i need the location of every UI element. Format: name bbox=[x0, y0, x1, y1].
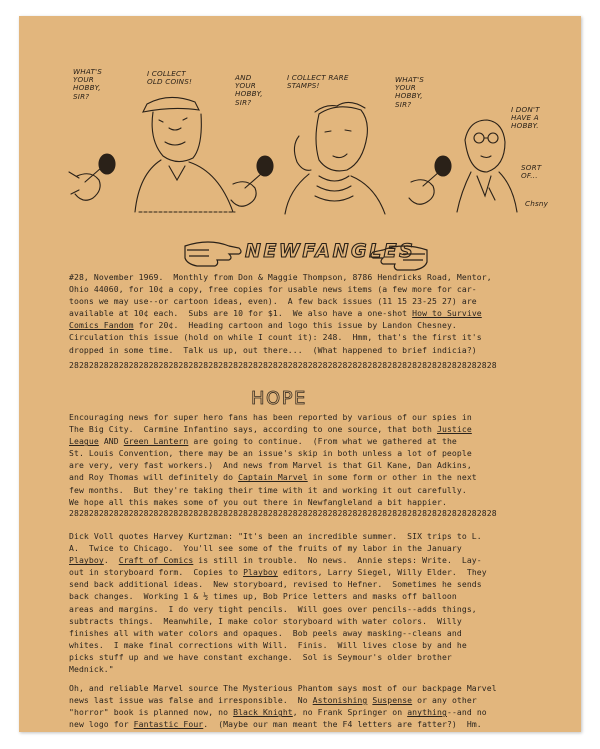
kurtzman-line: back changes. Working 1 & ½ times up, Bob Price letters and masks off balloon bbox=[69, 591, 457, 602]
divider-row: 28282828282828282828282828282828282828282828282828282828282828282828282828282828282828 bbox=[69, 360, 497, 370]
intro-line: Circulation this issue (hold on while I count it): 248. Hmm, that's the first it's bbox=[69, 332, 482, 343]
hope-line: St. Louis Convention, there may be an issue's skip in both unless a lot of people bbox=[69, 448, 472, 459]
phantom-line: "horror" book is planned now, no bbox=[69, 707, 234, 718]
book-title: How to Survive bbox=[412, 308, 482, 319]
book-title: Comics Fandom bbox=[69, 320, 134, 331]
comic-title: Fantastic Four bbox=[133, 719, 204, 730]
speech-bubble-6: I DON'T HAVE A HOBBY. bbox=[511, 105, 540, 131]
hope-paragraph bbox=[69, 411, 569, 508]
speech-bubble-5: WHAT'S YOUR HOBBY, SIR? bbox=[395, 75, 425, 109]
speech-bubble-4: I COLLECT RARE STAMPS! bbox=[287, 73, 349, 91]
hope-heading: HOPE bbox=[251, 388, 307, 409]
newsletter-page bbox=[19, 16, 581, 732]
intro-line: toons we may use--or cartoon ideas, even). A few back issues (11 15 23-25 27) are bbox=[69, 296, 477, 307]
newsletter-title: NEWFANGLES bbox=[245, 240, 416, 262]
phantom-line: . (Maybe our man meant the F4 letters are fatter?) Hm. bbox=[203, 719, 482, 730]
speech-bubble-7: SORT OF... bbox=[521, 163, 542, 181]
intro-line: dropped in some time. Talk us up, out there... (What happened to brief indicia?) bbox=[69, 344, 477, 355]
phantom-line: new logo for bbox=[69, 719, 134, 730]
speech-bubble-2: I COLLECT OLD COINS! bbox=[147, 69, 193, 87]
emphasis-word: anything bbox=[407, 707, 447, 718]
hope-line: and Roy Thomas will definitely do bbox=[69, 472, 239, 483]
kurtzman-line: areas and margins. I do very tight pencils. Will goes over pencils--adds things, bbox=[69, 603, 477, 614]
hope-line: The Big City. Carmine Infantino says, according to one source, that both bbox=[69, 424, 437, 435]
hope-line: AND bbox=[98, 436, 124, 447]
magazine-title: Playboy bbox=[243, 567, 278, 578]
artist-signature: Chsny bbox=[525, 199, 549, 208]
kurtzman-line: picks stuff up and we have constant exchange. Sol is Seymour's older brother bbox=[69, 651, 452, 662]
comic-title: Captain Marvel bbox=[238, 472, 308, 483]
kurtzman-line: . bbox=[103, 555, 119, 566]
comic-title: Astonishing bbox=[312, 695, 368, 706]
phantom-line: , no Frank Springer on bbox=[292, 707, 408, 718]
hope-line: are going to continue. (From what we gathered at the bbox=[188, 436, 457, 447]
hope-line: are very, very fast workers.) And news from Marvel is that Gil Kane, Dan Adkins, bbox=[69, 460, 472, 471]
kurtzman-line: subtracts things. Meanwhile, I make color storyboard with water colors. Willy bbox=[69, 615, 462, 626]
kurtzman-line: out in storyboard form. Copies to bbox=[69, 567, 244, 578]
kurtzman-line: A. Twice to Chicago. You'll see some of the fruits of my labor in the January bbox=[69, 543, 462, 554]
phantom-paragraph bbox=[69, 682, 569, 730]
magazine-title: Playboy bbox=[69, 555, 104, 566]
phantom-line: --and no bbox=[446, 707, 487, 718]
speech-bubble-3: AND YOUR HOBBY, SIR? bbox=[235, 73, 263, 107]
kurtzman-line: editors, Larry Siegel, Willy Elder. They bbox=[277, 567, 487, 578]
phantom-line: or any other bbox=[412, 695, 477, 706]
divider-row: 28282828282828282828282828282828282828282828282828282828282828282828282828282828282828 bbox=[69, 508, 497, 518]
kurtzman-line: finishes all with water colors and opaques. Bob peels away masking--cleans and bbox=[69, 627, 462, 638]
comic-title: Suspense bbox=[372, 695, 413, 706]
intro-line: #28, November 1969. Monthly from Don & Maggie Thompson, 8786 Hendricks Road, Mentor, bbox=[69, 272, 492, 282]
intro-line: for 20¢. Heading cartoon and logo this issue by Landon Chesney. bbox=[133, 320, 457, 331]
phantom-line: news last issue was false and irresponsible. No bbox=[69, 695, 313, 706]
kurtzman-line: is still in trouble. No news. Annie steps: Write. Lay- bbox=[193, 555, 482, 566]
kurtzman-line: whites. I make final corrections with Will. Finis. Will lives close by and he bbox=[69, 639, 467, 650]
hope-line: We hope all this makes some of you out there in Newfangleland a bit happier. bbox=[69, 496, 447, 507]
comic-title: League bbox=[69, 436, 99, 447]
heading-cartoon bbox=[19, 16, 581, 238]
intro-line: Ohio 44060, for 10¢ a copy, free copies for usable news items (a few more for car- bbox=[69, 284, 477, 295]
kurtzman-line: Mednick." bbox=[69, 664, 114, 675]
hope-line: in some form or other in the next bbox=[307, 472, 477, 483]
magazine-title: Craft of Comics bbox=[118, 555, 194, 566]
kurtzman-paragraph bbox=[69, 530, 569, 675]
comic-title: Justice bbox=[437, 424, 472, 435]
kurtzman-line: send back additional ideas. New storyboard, revised to Hefner. Sometimes he sends bbox=[69, 579, 482, 590]
cartoon-drawing bbox=[19, 16, 581, 238]
hope-line: Encouraging news for super hero fans has been reported by various of our spies in bbox=[69, 412, 472, 422]
kurtzman-line: Dick Voll quotes Harvey Kurtzman: "It's been an incredible summer. SIX trips to L. bbox=[69, 531, 482, 541]
speech-bubble-1: WHAT'S YOUR HOBBY, SIR? bbox=[73, 67, 103, 101]
hope-line: few months. But they're taking their time with it and working it out carefully. bbox=[69, 484, 467, 495]
masthead bbox=[181, 230, 431, 274]
phantom-line: Oh, and reliable Marvel source The Mysterious Phantom says most of our backpage Marvel bbox=[69, 683, 497, 693]
comic-title: Green Lantern bbox=[123, 436, 189, 447]
intro-line: available at 10¢ each. Subs are 10 for $1. We also have a one-shot bbox=[69, 308, 413, 319]
intro-paragraph bbox=[69, 271, 569, 356]
comic-title: Black Knight bbox=[233, 707, 293, 718]
